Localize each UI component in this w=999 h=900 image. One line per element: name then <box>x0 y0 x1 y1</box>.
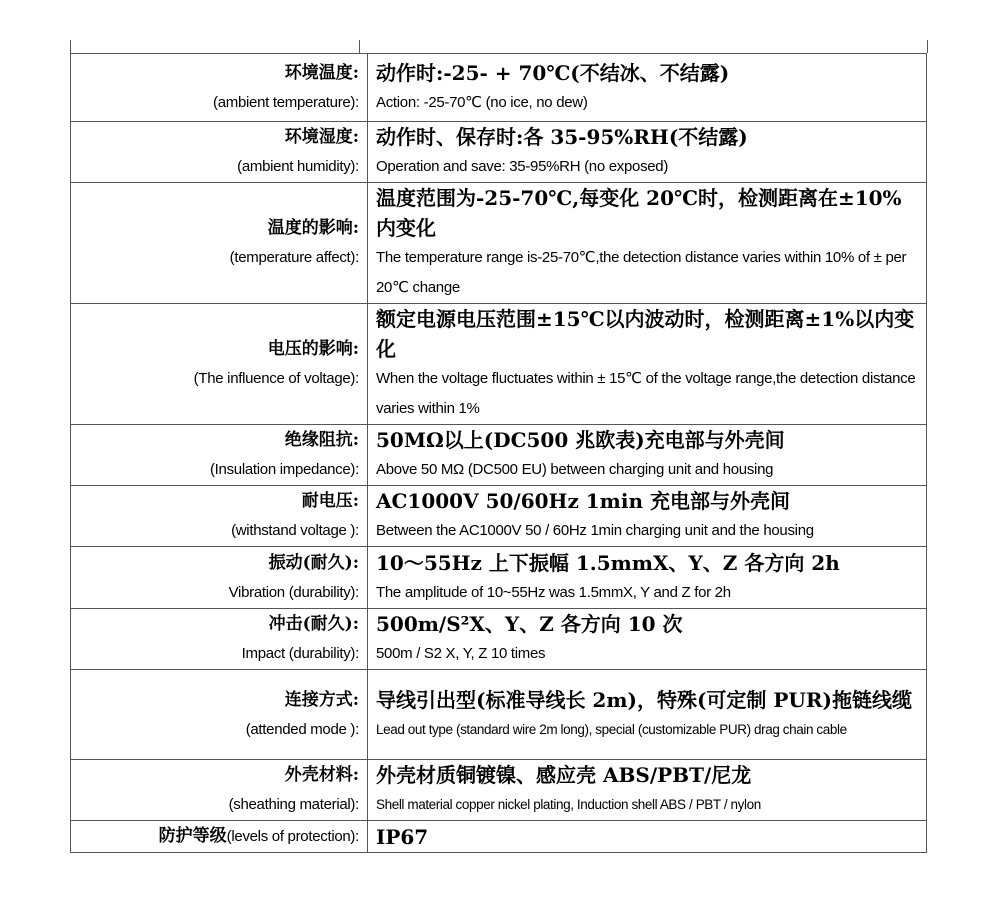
spec-label-cell <box>71 54 368 122</box>
value-en: Between the AC1000V 50 / 60Hz 1min charging unit and the housing <box>376 522 814 539</box>
spec-row-protection <box>71 821 927 853</box>
spec-value-cell <box>368 122 927 183</box>
spec-label-cell <box>71 547 368 609</box>
spec-label-cell <box>71 304 368 425</box>
value-zh: 动作时、保存时:各 35-95%RH(不结露) <box>376 125 748 149</box>
value-zh: 10～55Hz 上下振幅 1.5mmX、Y、Z 各方向 2h <box>376 550 840 575</box>
spec-value-cell <box>368 821 927 853</box>
spec-row <box>71 760 927 821</box>
label-en: (sheathing material): <box>228 796 359 813</box>
spec-value-cell <box>368 54 927 122</box>
label-en: (temperature affect): <box>229 249 359 266</box>
spec-label-cell <box>71 122 368 183</box>
label-en: (withstand voltage ): <box>231 522 359 539</box>
spec-label-cell <box>71 760 368 821</box>
label-zh: 温度的影响: <box>267 218 359 238</box>
label-zh: 绝缘阻抗: <box>284 430 359 450</box>
spec-label-cell <box>71 609 368 670</box>
value-en: Shell material copper nickel plating, Induction shell ABS / PBT / nylon <box>376 797 761 812</box>
spec-row <box>71 54 927 122</box>
label-zh: 外壳材料: <box>284 765 359 785</box>
spec-row <box>71 122 927 183</box>
value-zh: AC1000V 50/60Hz 1min 充电部与外壳间 <box>376 489 790 513</box>
spec-value-cell <box>368 670 927 760</box>
value-zh: 额定电源电压范围±15℃以内波动时，检测距离±1%以内变化 <box>376 307 915 361</box>
label-en: (ambient humidity): <box>237 158 359 175</box>
spec-value-cell <box>368 304 927 425</box>
value-ip-rating: IP67 <box>376 824 429 849</box>
label-zh: 连接方式: <box>284 689 359 710</box>
value-en: Above 50 MΩ (DC500 EU) between charging unit and housing <box>376 461 774 478</box>
label-en: Impact (durability): <box>241 645 359 662</box>
label-zh: 电压的影响: <box>267 339 359 359</box>
spec-value-cell <box>368 425 927 486</box>
label-zh: 防护等级 <box>158 826 227 846</box>
value-en: 500m / S2 X, Y, Z 10 times <box>376 645 546 662</box>
value-en: When the voltage fluctuates within ± 15℃ of the voltage range,the detection distance varies within 1% <box>376 370 916 417</box>
value-en: Action: -25-70℃ (no ice, no dew) <box>376 93 588 111</box>
value-en: Lead out type (standard wire 2m long), special (customizable PUR) drag chain cable <box>376 721 847 737</box>
label-zh: 环境湿度: <box>284 127 359 147</box>
value-zh: 外壳材质铜镀镍、感应壳 ABS/PBT/尼龙 <box>376 763 752 787</box>
spec-value-cell <box>368 609 927 670</box>
previous-row-stub <box>70 40 928 53</box>
label-en: (attended mode ): <box>245 720 359 738</box>
value-en: The temperature range is-25-70℃,the detection distance varies within 10% of ± per 20℃ change <box>376 249 907 296</box>
label-en: Vibration (durability): <box>228 583 359 601</box>
value-zh: 导线引出型(标准导线长 2m)，特殊(可定制 PUR)拖链线缆 <box>376 687 912 712</box>
spec-value-cell <box>368 760 927 821</box>
label-zh: 环境温度: <box>284 62 359 83</box>
spec-label-cell <box>71 183 368 304</box>
value-zh: 50MΩ以上(DC500 兆欧表)充电部与外壳间 <box>376 428 785 452</box>
spec-table <box>70 53 927 853</box>
spec-row <box>71 670 927 760</box>
spec-value-cell <box>368 547 927 609</box>
spec-row <box>71 486 927 547</box>
spec-row <box>71 547 927 609</box>
label-zh: 振动(耐久): <box>268 552 359 573</box>
spec-label-cell <box>71 821 368 853</box>
spec-label-cell <box>71 670 368 760</box>
spec-label-cell <box>71 425 368 486</box>
label-en: (ambient temperature): <box>213 93 359 111</box>
value-en: Operation and save: 35-95%RH (no exposed) <box>376 158 669 175</box>
spec-row <box>71 304 927 425</box>
spec-value-cell <box>368 183 927 304</box>
label-zh: 冲击(耐久): <box>268 614 359 634</box>
spec-row <box>71 609 927 670</box>
label-en: (Insulation impedance): <box>209 461 359 478</box>
spec-label-cell <box>71 486 368 547</box>
label-en: (levels of protection): <box>226 828 359 845</box>
spec-row <box>71 183 927 304</box>
spec-row <box>71 425 927 486</box>
value-zh: 500m/S²X、Y、Z 各方向 10 次 <box>376 612 683 636</box>
value-en: The amplitude of 10~55Hz was 1.5mmX, Y and Z for 2h <box>376 583 731 601</box>
value-zh: 动作时:-25- + 70℃(不结冰、不结露) <box>376 60 730 85</box>
spec-value-cell <box>368 486 927 547</box>
label-en: (The influence of voltage): <box>193 370 359 387</box>
value-zh: 温度范围为-25-70℃,每变化 20℃时，检测距离在±10%内变化 <box>376 186 902 240</box>
label-zh: 耐电压: <box>301 491 359 511</box>
